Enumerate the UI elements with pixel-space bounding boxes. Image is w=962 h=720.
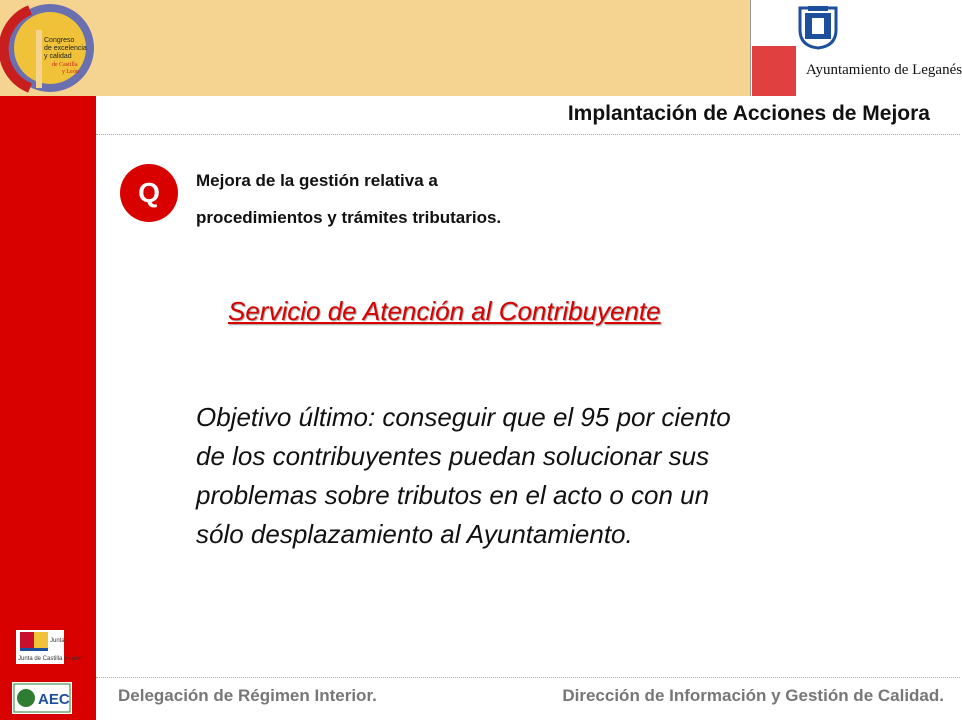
intro-line-2: procedimientos y trámites tributarios. <box>196 208 502 227</box>
intro-text <box>196 162 696 236</box>
congress-logo <box>0 0 96 96</box>
q-badge-icon: Q <box>120 164 178 222</box>
ayuntamiento-label: Ayuntamiento de Leganés <box>806 62 962 78</box>
svg-text:y calidad: y calidad <box>44 53 72 60</box>
junta-castilla-leon-logo <box>16 630 83 664</box>
objective-line: problemas sobre tributos en el acto o con un <box>196 480 710 510</box>
objective-line: Objetivo último: conseguir que el 95 por ciento <box>196 402 731 432</box>
svg-text:Junta de Castilla y León: Junta de Castilla y León <box>18 656 83 662</box>
top-banner <box>96 0 750 96</box>
objective-paragraph <box>196 398 896 554</box>
footer-direction: Dirección de Información y Gestión de Calidad. <box>562 686 944 705</box>
svg-text:y León: y León <box>62 69 79 75</box>
objective-line: sólo desplazamiento al Ayuntamiento. <box>196 519 633 549</box>
intro-line-1: Mejora de la gestión relativa a <box>196 171 438 190</box>
footer-delegation: Delegación de Régimen Interior. <box>118 686 377 705</box>
svg-text:Junta: Junta <box>50 638 65 644</box>
svg-text:de Castilla: de Castilla <box>52 62 78 68</box>
aec-logo <box>12 682 72 714</box>
logo-red-block <box>752 46 796 96</box>
objective-line: de los contribuyentes puedan solucionar sus <box>196 441 710 471</box>
svg-text:Congreso: Congreso <box>44 37 75 44</box>
leganes-crest-icon <box>796 4 840 55</box>
header-divider <box>96 134 960 135</box>
footer-divider <box>96 677 960 678</box>
service-title: Servicio de Atención al Contribuyente <box>228 296 661 326</box>
left-red-sidebar <box>0 0 96 720</box>
svg-text:AEC: AEC <box>38 691 70 708</box>
page-title: Implantación de Acciones de Mejora <box>567 102 930 125</box>
svg-text:de excelencia: de excelencia <box>44 45 87 52</box>
congress-logo-icon <box>0 0 96 96</box>
